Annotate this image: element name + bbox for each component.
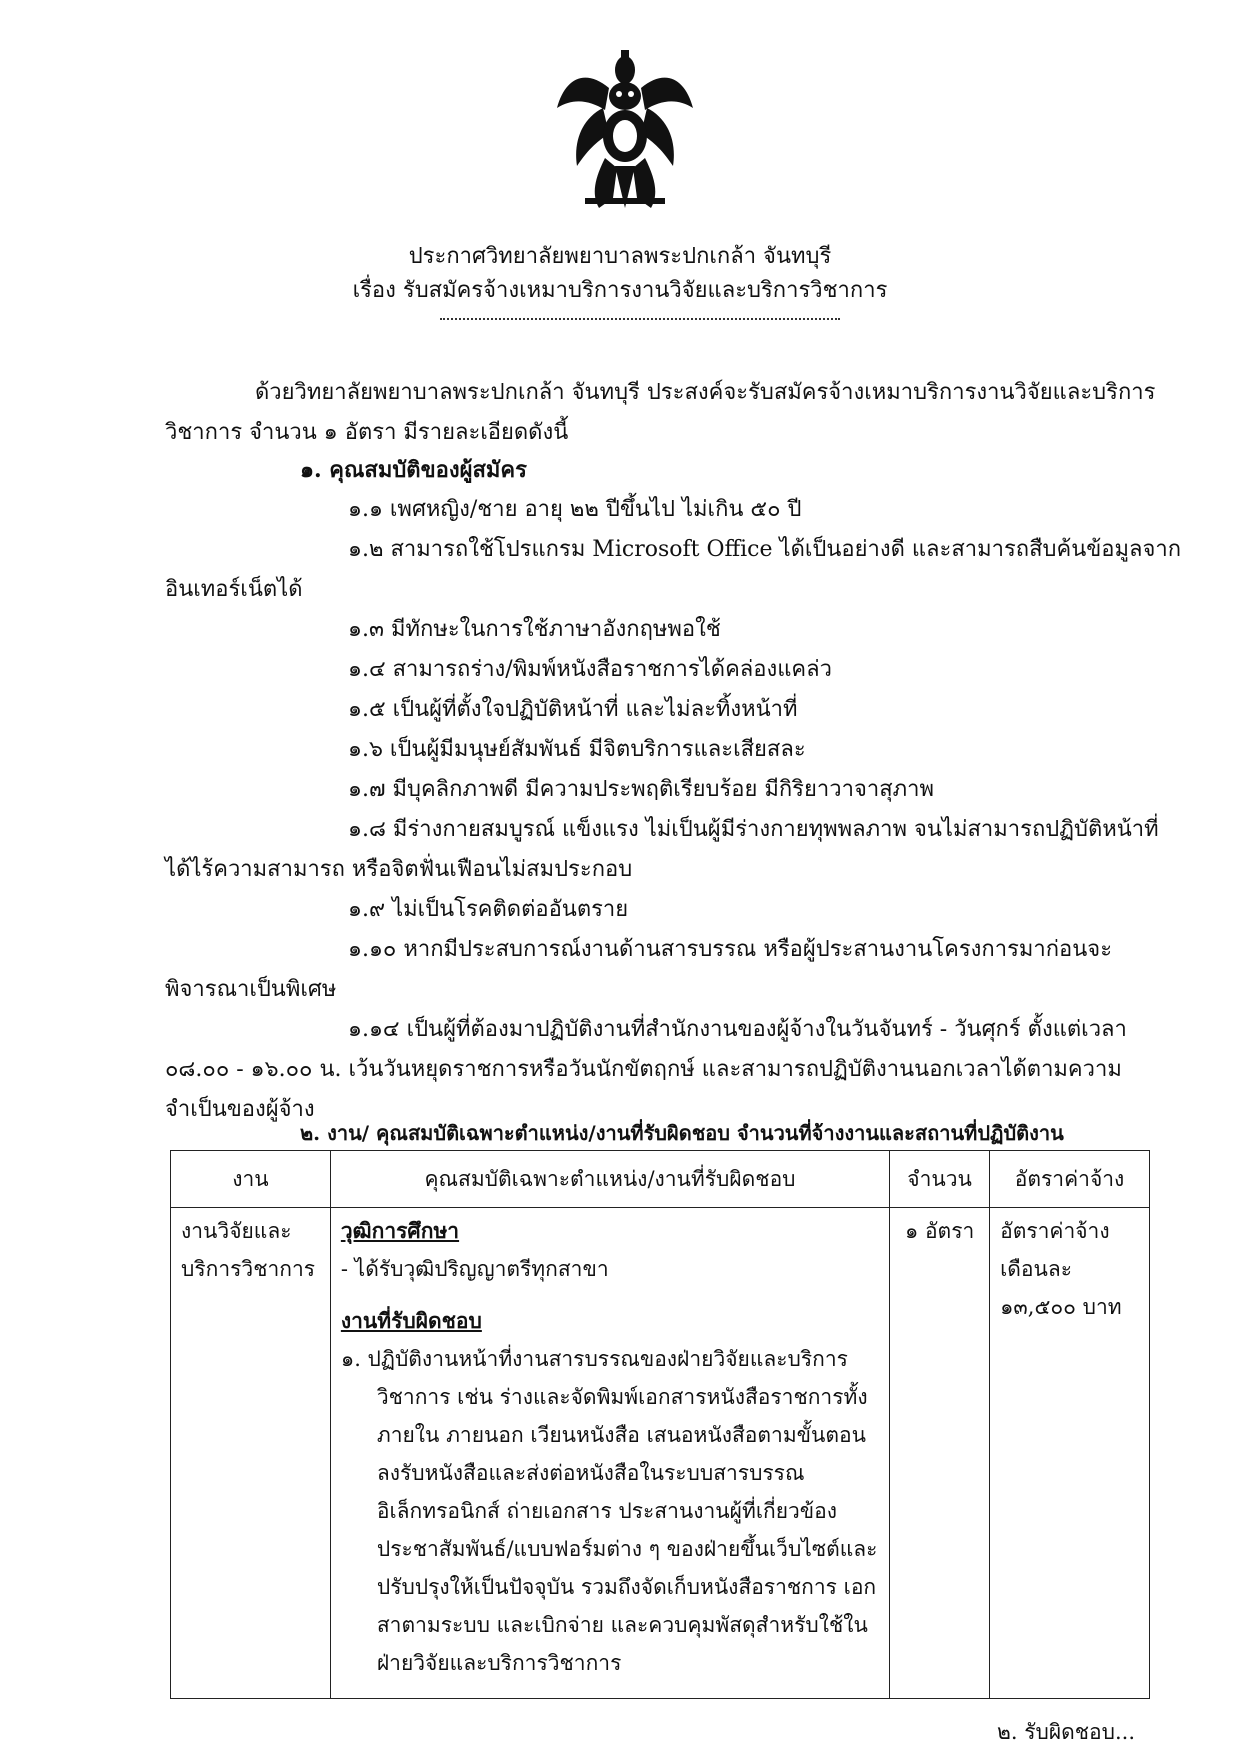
column-header-rate: อัตราค่าจ้าง [990, 1151, 1150, 1208]
qualification-line: ๑.๔ สามารถร่าง/พิมพ์หนังสือราชการได้คล่องแคล่ว [348, 657, 832, 682]
duty-line: อิเล็กทรอนิกส์ ถ่ายเอกสาร ประสานงานผู้ที่เกี่ยวข้อง [376, 1499, 838, 1523]
qualification-line: ๑.๗ มีบุคลิกภาพดี มีความประพฤติเรียบร้อย มีกิริยาวาจาสุภาพ [348, 777, 934, 802]
qualification-line: ๑.๒ สามารถใช้โปรแกรม Microsoft Office ได้เป็นอย่างดี และสามารถสืบค้นข้อมูลจาก [348, 537, 1182, 562]
job-cell [171, 1208, 331, 1699]
column-header-qualifications: คุณสมบัติเฉพาะตำแหน่ง/งานที่รับผิดชอบ [330, 1151, 889, 1208]
rate-line: อัตราค่าจ้างเดือนละ [1000, 1219, 1110, 1281]
qualification-line: ๑.๑ เพศหญิง/ชาย อายุ ๒๒ ปีขึ้นไป ไม่เกิน ๕๐ ปี [348, 497, 802, 522]
qualification-line: ๑.๘ มีร่างกายสมบูรณ์ แข็งแรง ไม่เป็นผู้มีร่างกายทุพพลภาพ จนไม่สามารถปฏิบัติหน้าที่ [348, 817, 1159, 842]
qualification-line: ๐๘.๐๐ - ๑๖.๐๐ น. เว้นวันหยุดราชการหรือวันนักขัตฤกษ์ และสามารถปฏิบัติงานนอกเวลาได้ตามความ [165, 1057, 1122, 1082]
rate-line: ๑๓,๕๐๐ บาท [1000, 1295, 1122, 1319]
duty-line: ๑. ปฏิบัติงานหน้าที่งานสารบรรณของฝ่ายวิจัยและบริการ [340, 1347, 848, 1371]
table-row [171, 1208, 1150, 1699]
rate-cell [990, 1208, 1150, 1699]
announcement-subject: เรื่อง รับสมัครจ้างเหมาบริการงานวิจัยและบริการวิชาการ [352, 278, 888, 303]
qualification-line: ๑.๓ มีทักษะในการใช้ภาษาอังกฤษพอใช้ [348, 617, 721, 642]
education-text: - ได้รับวุฒิปริญญาตรีทุกสาขา [340, 1257, 609, 1281]
duty-line: วิชาการ เช่น ร่างและจัดพิมพ์เอกสารหนังสือราชการทั้ง [376, 1385, 868, 1409]
intro-line-2: วิชาการ จำนวน ๑ อัตรา มีรายละเอียดดังนี้ [165, 420, 569, 445]
duties-heading: งานที่รับผิดชอบ [340, 1308, 482, 1333]
column-header-count: จำนวน [890, 1151, 990, 1208]
duty-line: ลงรับหนังสือและส่งต่อหนังสือในระบบสารบรรณ [376, 1461, 805, 1485]
qualification-line: ๑.๖ เป็นผู้มีมนุษย์สัมพันธ์ มีจิตบริการและเสียสละ [348, 737, 806, 762]
duty-line: ภายใน ภายนอก เวียนหนังสือ เสนอหนังสือตามขั้นตอน [376, 1423, 867, 1447]
qualification-line: จำเป็นของผู้จ้าง [165, 1097, 315, 1122]
section-1-heading: ๑. คุณสมบัติของผู้สมัคร [300, 457, 527, 483]
education-heading: วุฒิการศึกษา [340, 1218, 460, 1243]
job-line: งานวิจัยและ [181, 1219, 292, 1243]
duty-line: ฝ่ายวิจัยและบริการวิชาการ [376, 1651, 622, 1675]
qualification-line: ๑.๙ ไม่เป็นโรคติดต่ออันตราย [348, 897, 629, 922]
qualification-line: ๑.๑๐ หากมีประสบการณ์งานด้านสารบรรณ หรือผู้ประสานงานโครงการมาก่อนจะ [348, 937, 1113, 962]
table-header-row [171, 1151, 1150, 1208]
qualification-line: อินเทอร์เน็ตได้ [165, 577, 303, 602]
qualification-line: ได้ไร้ความสามารถ หรือจิตฟั่นเฟือนไม่สมประกอบ [165, 857, 633, 882]
count-cell: ๑ อัตรา [890, 1208, 990, 1699]
dotted-divider [440, 318, 840, 320]
qualifications-cell [330, 1208, 889, 1699]
announcement-title: ประกาศวิทยาลัยพยาบาลพระปกเกล้า จันทบุรี [408, 244, 832, 269]
duty-line: ประชาสัมพันธ์/แบบฟอร์มต่าง ๆ ของฝ่ายขึ้นเว็บไซต์และ [376, 1537, 878, 1561]
job-line: บริการวิชาการ [181, 1257, 316, 1281]
intro-line-1: ด้วยวิทยาลัยพยาบาลพระปกเกล้า จันทบุรี ประสงค์จะรับสมัครจ้างเหมาบริการงานวิจัยและบริการ [255, 380, 1156, 405]
position-table [170, 1150, 1150, 1699]
page-continuation-note: ๒. รับผิดชอบ... [997, 1720, 1135, 1744]
section-2-heading: ๒. งาน/ คุณสมบัติเฉพาะตำแหน่ง/งานที่รับผิดชอบ จำนวนที่จ้างงานและสถานที่ปฏิบัติงาน [300, 1121, 1064, 1145]
qualification-line: พิจารณาเป็นพิเศษ [165, 977, 337, 1002]
column-header-job: งาน [171, 1151, 331, 1208]
duty-line: สาตามระบบ และเบิกจ่าย และควบคุมพัสดุสำหรับใช้ใน [376, 1613, 868, 1637]
qualification-line: ๑.๕ เป็นผู้ที่ตั้งใจปฏิบัติหน้าที่ และไม่ละทิ้งหน้าที่ [348, 697, 798, 722]
duty-line: ปรับปรุงให้เป็นปัจจุบัน รวมถึงจัดเก็บหนังสือราชการ เอก [376, 1575, 877, 1599]
garuda-emblem-icon [555, 48, 695, 213]
qualification-line: ๑.๑๔ เป็นผู้ที่ต้องมาปฏิบัติงานที่สำนักงานของผู้จ้างในวันจันทร์ - วันศุกร์ ตั้งแต่เวลา [348, 1017, 1127, 1042]
